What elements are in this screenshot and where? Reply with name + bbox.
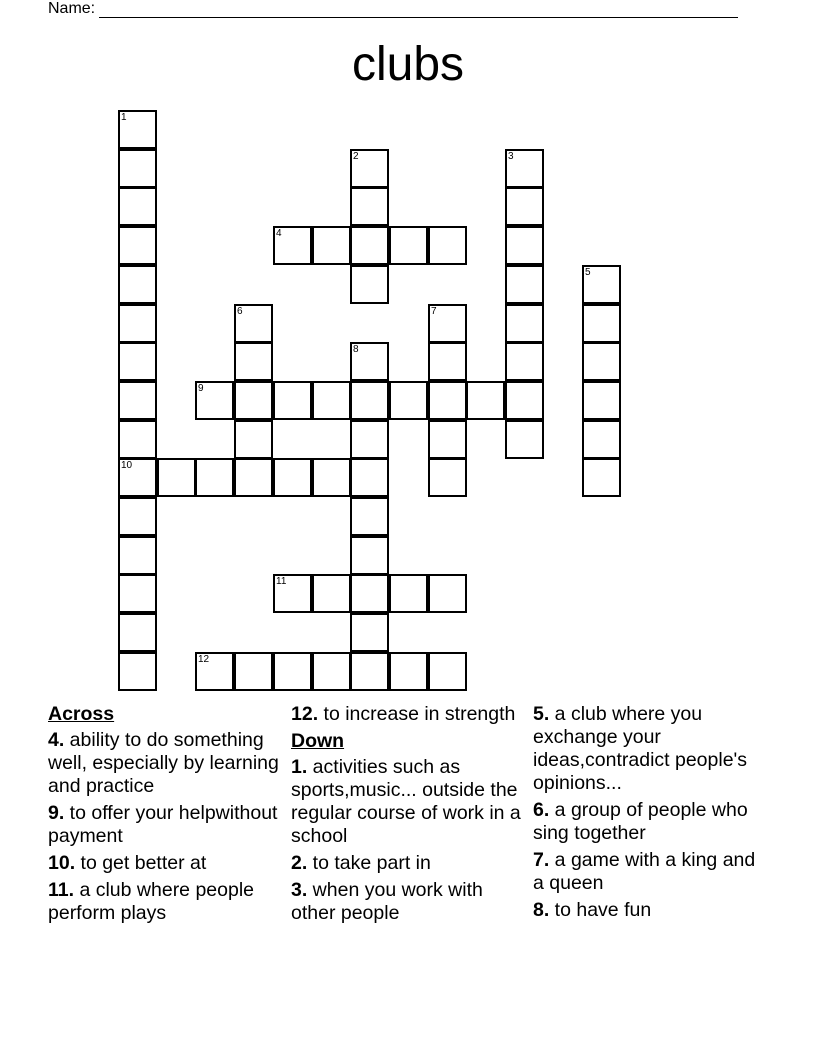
grid-cell[interactable] [118, 110, 157, 149]
grid-cell[interactable] [350, 226, 389, 265]
name-field[interactable] [48, 0, 738, 18]
clue-down-1: 1. activities such as sports,music... outside the regular course of work in a school [291, 756, 521, 847]
grid-cell[interactable] [118, 226, 157, 265]
grid-cell[interactable] [118, 458, 157, 497]
grid-cell[interactable] [350, 187, 389, 226]
grid-cell[interactable] [505, 226, 544, 265]
grid-cell[interactable] [118, 497, 157, 536]
grid-cell[interactable] [582, 265, 621, 304]
grid-cell[interactable] [350, 497, 389, 536]
grid-cell[interactable] [582, 381, 621, 420]
grid-cell[interactable] [234, 304, 273, 343]
grid-cell[interactable] [312, 574, 351, 613]
clue-across-11: 11. a club where people perform plays [48, 879, 255, 924]
clue-across-9: 9. to offer your helpwithout payment [48, 802, 278, 847]
grid-cell[interactable] [312, 381, 351, 420]
grid-cell[interactable] [350, 342, 389, 381]
grid-cell[interactable] [466, 381, 505, 420]
grid-cell[interactable] [157, 458, 196, 497]
clue-number: 10 [121, 460, 133, 471]
grid-cell[interactable] [118, 149, 157, 188]
grid-cell[interactable] [582, 342, 621, 381]
clue-down-2: 2. to take part in [291, 852, 431, 874]
clue-across-4: 4. ability to do something well, especially by learning and practice [48, 729, 279, 797]
grid-cell[interactable] [350, 420, 389, 459]
grid-cell[interactable] [118, 574, 157, 613]
clue-number: 7 [431, 306, 437, 317]
grid-cell[interactable] [505, 304, 544, 343]
grid-cell[interactable] [350, 652, 389, 691]
grid-cell[interactable] [505, 265, 544, 304]
grid-cell[interactable] [118, 652, 157, 691]
grid-cell[interactable] [118, 304, 157, 343]
grid-cell[interactable] [350, 613, 389, 652]
grid-cell[interactable] [428, 381, 467, 420]
grid-cell[interactable] [582, 304, 621, 343]
clue-across-12: 12. to increase in strength [291, 703, 516, 725]
clues-column-2 [291, 703, 527, 929]
grid-cell[interactable] [505, 420, 544, 459]
grid-cell[interactable] [234, 381, 273, 420]
grid-cell[interactable] [505, 187, 544, 226]
grid-cell[interactable] [389, 652, 428, 691]
grid-cell[interactable] [505, 381, 544, 420]
grid-cell[interactable] [234, 342, 273, 381]
clue-down-3: 3. when you work with other people [291, 879, 483, 924]
grid-cell[interactable] [350, 149, 389, 188]
clue-number: 3 [508, 151, 514, 162]
grid-cell[interactable] [234, 420, 273, 459]
clue-across-10: 10. to get better at [48, 852, 207, 874]
grid-cell[interactable] [312, 652, 351, 691]
grid-cell[interactable] [195, 652, 234, 691]
grid-cell[interactable] [428, 226, 467, 265]
grid-cell[interactable] [312, 458, 351, 497]
grid-cell[interactable] [273, 381, 312, 420]
grid-cell[interactable] [582, 420, 621, 459]
grid-cell[interactable] [428, 652, 467, 691]
grid-cell[interactable] [505, 342, 544, 381]
grid-cell[interactable] [350, 265, 389, 304]
grid-cell[interactable] [195, 458, 234, 497]
grid-cell[interactable] [428, 342, 467, 381]
grid-cell[interactable] [350, 381, 389, 420]
grid-cell[interactable] [273, 574, 312, 613]
grid-cell[interactable] [389, 381, 428, 420]
grid-cell[interactable] [118, 420, 157, 459]
grid-cell[interactable] [118, 381, 157, 420]
grid-cell[interactable] [350, 536, 389, 575]
clues-column-1 [48, 703, 284, 929]
grid-cell[interactable] [428, 458, 467, 497]
clue-number: 4 [276, 228, 282, 239]
grid-cell[interactable] [273, 226, 312, 265]
clue-number: 2 [353, 151, 359, 162]
grid-cell[interactable] [582, 458, 621, 497]
grid-cell[interactable] [312, 226, 351, 265]
across-heading: Across [48, 703, 115, 725]
grid-cell[interactable] [118, 342, 157, 381]
grid-cell[interactable] [273, 458, 312, 497]
clue-number: 1 [121, 112, 127, 123]
grid-cell[interactable] [350, 574, 389, 613]
grid-cell[interactable] [118, 613, 157, 652]
puzzle-title: clubs [351, 38, 465, 91]
name-label: Name: [48, 0, 96, 17]
clue-down-5: 5. a club where you exchange your ideas,contradict people's opinions... [533, 703, 748, 794]
name-line-rule[interactable] [99, 3, 738, 18]
clue-number: 12 [198, 654, 210, 665]
clue-number: 5 [585, 267, 591, 278]
grid-cell[interactable] [505, 149, 544, 188]
clue-number: 11 [276, 576, 287, 587]
clue-number: 9 [198, 383, 204, 394]
down-heading: Down [291, 730, 345, 752]
grid-cell[interactable] [273, 652, 312, 691]
clue-number: 8 [353, 344, 359, 355]
grid-cell[interactable] [195, 381, 234, 420]
clue-down-7: 7. a game with a king and a queen [533, 849, 756, 894]
grid-cell[interactable] [234, 652, 273, 691]
grid-cell[interactable] [350, 458, 389, 497]
grid-cell[interactable] [118, 187, 157, 226]
clue-down-8: 8. to have fun [533, 899, 652, 921]
clue-number: 6 [237, 306, 243, 317]
grid-cell[interactable] [234, 458, 273, 497]
grid-cell[interactable] [389, 226, 428, 265]
grid-cell[interactable] [118, 265, 157, 304]
grid-cell[interactable] [428, 420, 467, 459]
clue-down-6: 6. a group of people who sing together [533, 799, 748, 844]
clues-column-3 [533, 703, 769, 926]
grid-cell[interactable] [428, 574, 467, 613]
grid-cell[interactable] [389, 574, 428, 613]
grid-cell[interactable] [428, 304, 467, 343]
grid-cell[interactable] [118, 536, 157, 575]
